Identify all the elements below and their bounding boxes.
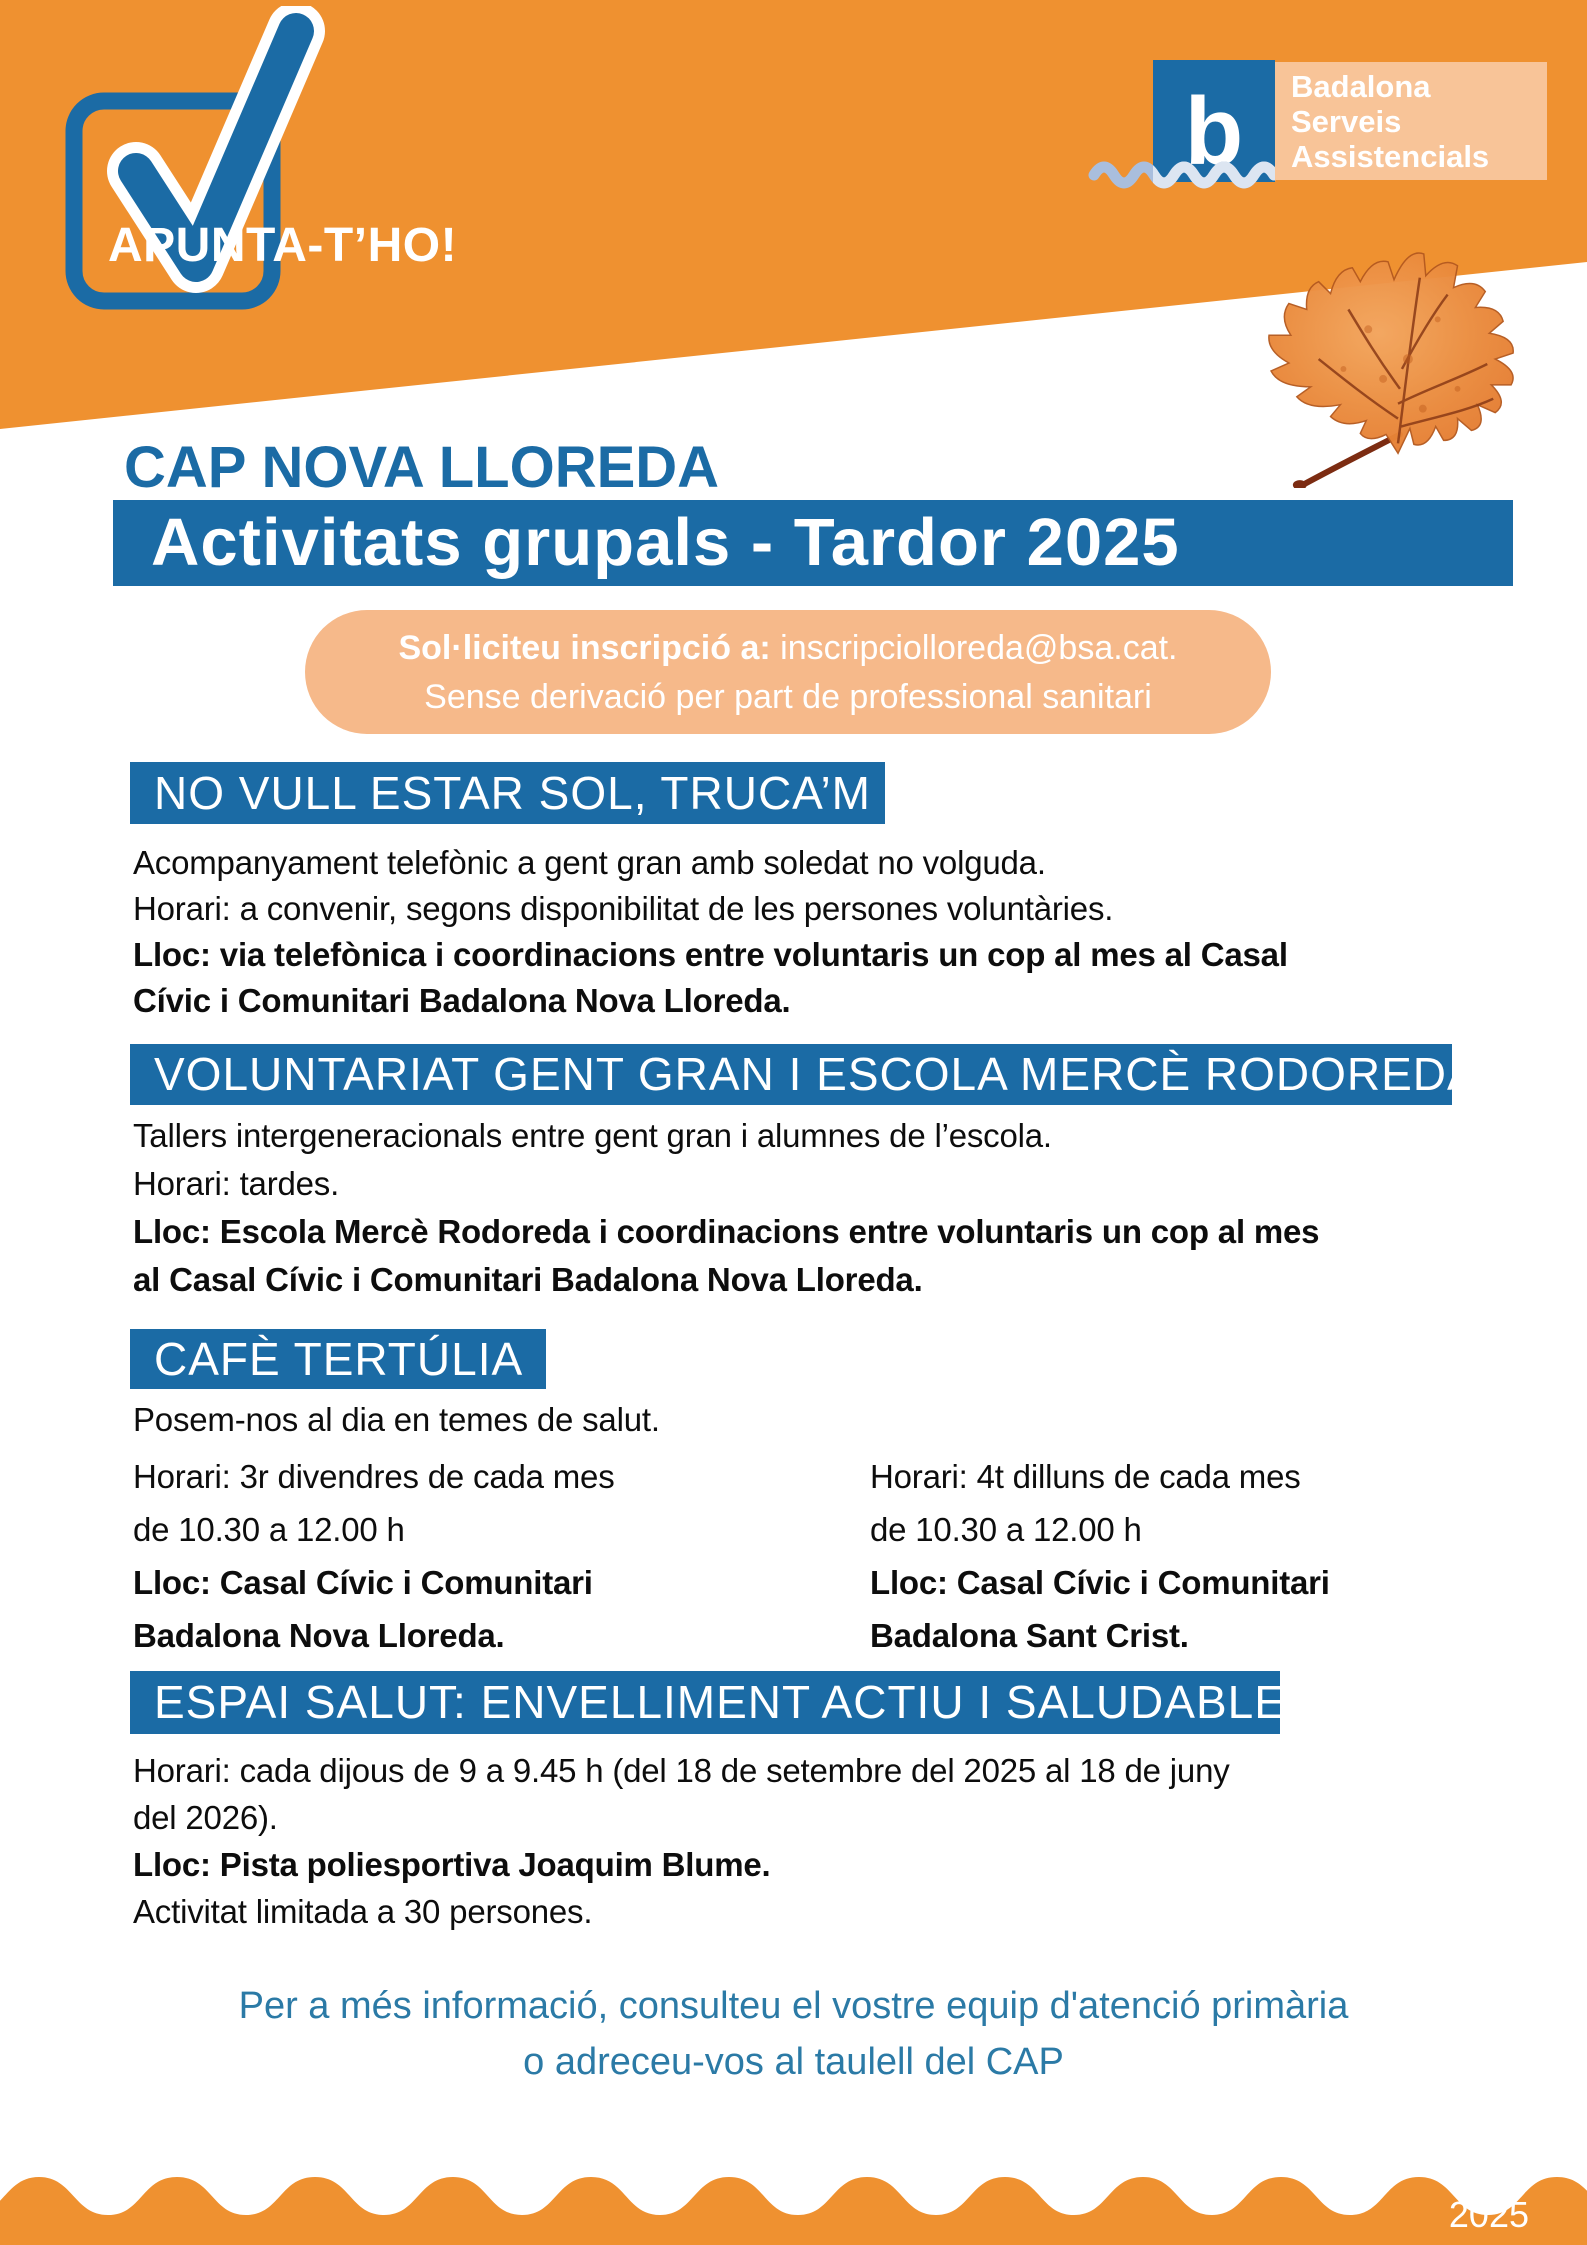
main-title-text: Activitats grupals - Tardor 2025 <box>151 505 1180 580</box>
body-line: Cívic i Comunitari Badalona Nova Lloreda. <box>133 982 791 1019</box>
footer-wave-band <box>0 2155 1587 2245</box>
cafe-tertulia-column-right <box>870 1450 1330 1662</box>
inscription-line1-bold: Sol·liciteu inscripció a: <box>398 629 771 667</box>
inscription-line2: Sense derivació per part de professional sanitari <box>424 678 1152 716</box>
body-line: Badalona Sant Crist. <box>870 1617 1189 1654</box>
center-name-title: CAP NOVA LLOREDA <box>124 435 720 500</box>
apunta-tho-label: APUNTA-T’HO! <box>108 219 458 272</box>
body-line: Lloc: Pista poliesportiva Joaquim Blume. <box>133 1846 771 1883</box>
section-header-espai-salut: ESPAI SALUT: ENVELLIMENT ACTIU I SALUDABLE <box>130 1671 1280 1734</box>
inscription-email: inscripciolloreda@bsa.cat. <box>770 629 1178 667</box>
inscription-line1 <box>305 624 1271 673</box>
body-line: Horari: 4t dilluns de cada mes <box>870 1458 1301 1495</box>
footer-note-line1: Per a més informació, consulteu el vostre equip d'atenció primària <box>238 1985 1349 2027</box>
footer-note-line2: o adreceu-vos al taulell del CAP <box>523 2041 1064 2083</box>
body-line: de 10.30 a 12.00 h <box>133 1511 405 1548</box>
body-line: Activitat limitada a 30 persones. <box>133 1893 593 1930</box>
cafe-tertulia-column-left <box>133 1450 615 1662</box>
footer-info-note <box>0 1978 1587 2090</box>
cafe-tertulia-intro <box>133 1398 660 1442</box>
section-header-voluntariat: VOLUNTARIAT GENT GRAN I ESCOLA MERCÈ RODOREDA <box>130 1044 1452 1105</box>
section-header-cafe-tertulia: CAFÈ TERTÚLIA <box>130 1329 546 1389</box>
body-line: Lloc: via telefònica i coordinacions entre voluntaris un cop al mes al Casal <box>133 936 1288 973</box>
body-line: del 2026). <box>133 1799 278 1836</box>
body-line: Horari: 3r divendres de cada mes <box>133 1458 615 1495</box>
body-line: Horari: tardes. <box>133 1165 340 1202</box>
body-line: Lloc: Casal Cívic i Comunitari <box>870 1564 1330 1601</box>
inscription-box <box>305 610 1271 734</box>
body-line: Lloc: Casal Cívic i Comunitari <box>133 1564 593 1601</box>
section-body-no-vull-estar-sol <box>133 840 1288 1024</box>
section-body-espai-salut <box>133 1747 1230 1935</box>
section-header-no-vull-estar-sol: NO VULL ESTAR SOL, TRUCA’M <box>130 762 885 824</box>
bsa-logo-line3: Assistencials <box>1291 139 1490 174</box>
body-line: Horari: cada dijous de 9 a 9.45 h (del 18 de setembre del 2025 al 18 de juny <box>133 1752 1230 1789</box>
bsa-logo-line2: Serveis <box>1291 104 1402 139</box>
bsa-logo-letter: b <box>1184 78 1244 185</box>
body-line: Tallers intergeneracionals entre gent gran i alumnes de l’escola. <box>133 1117 1052 1154</box>
body-line: Horari: a convenir, segons disponibilitat de les persones voluntàries. <box>133 890 1114 927</box>
bsa-logo-textbox <box>1275 62 1547 180</box>
bsa-logo-wave-icon <box>1088 144 1298 196</box>
body-line: Acompanyament telefònic a gent gran amb soledat no volguda. <box>133 844 1046 881</box>
year-badge: 2025 <box>1448 2194 1529 2235</box>
autumn-leaf-image <box>1248 240 1548 488</box>
main-title-banner <box>113 500 1513 586</box>
section-body-voluntariat <box>133 1112 1319 1304</box>
body-line: de 10.30 a 12.00 h <box>870 1511 1142 1548</box>
body-line: Posem-nos al dia en temes de salut. <box>133 1401 660 1438</box>
body-line: Badalona Nova Lloreda. <box>133 1617 505 1654</box>
body-line: al Casal Cívic i Comunitari Badalona Nova Lloreda. <box>133 1261 923 1298</box>
body-line: Lloc: Escola Mercè Rodoreda i coordinacions entre voluntaris un cop al mes <box>133 1213 1320 1250</box>
bsa-logo-line1: Badalona <box>1291 69 1431 104</box>
